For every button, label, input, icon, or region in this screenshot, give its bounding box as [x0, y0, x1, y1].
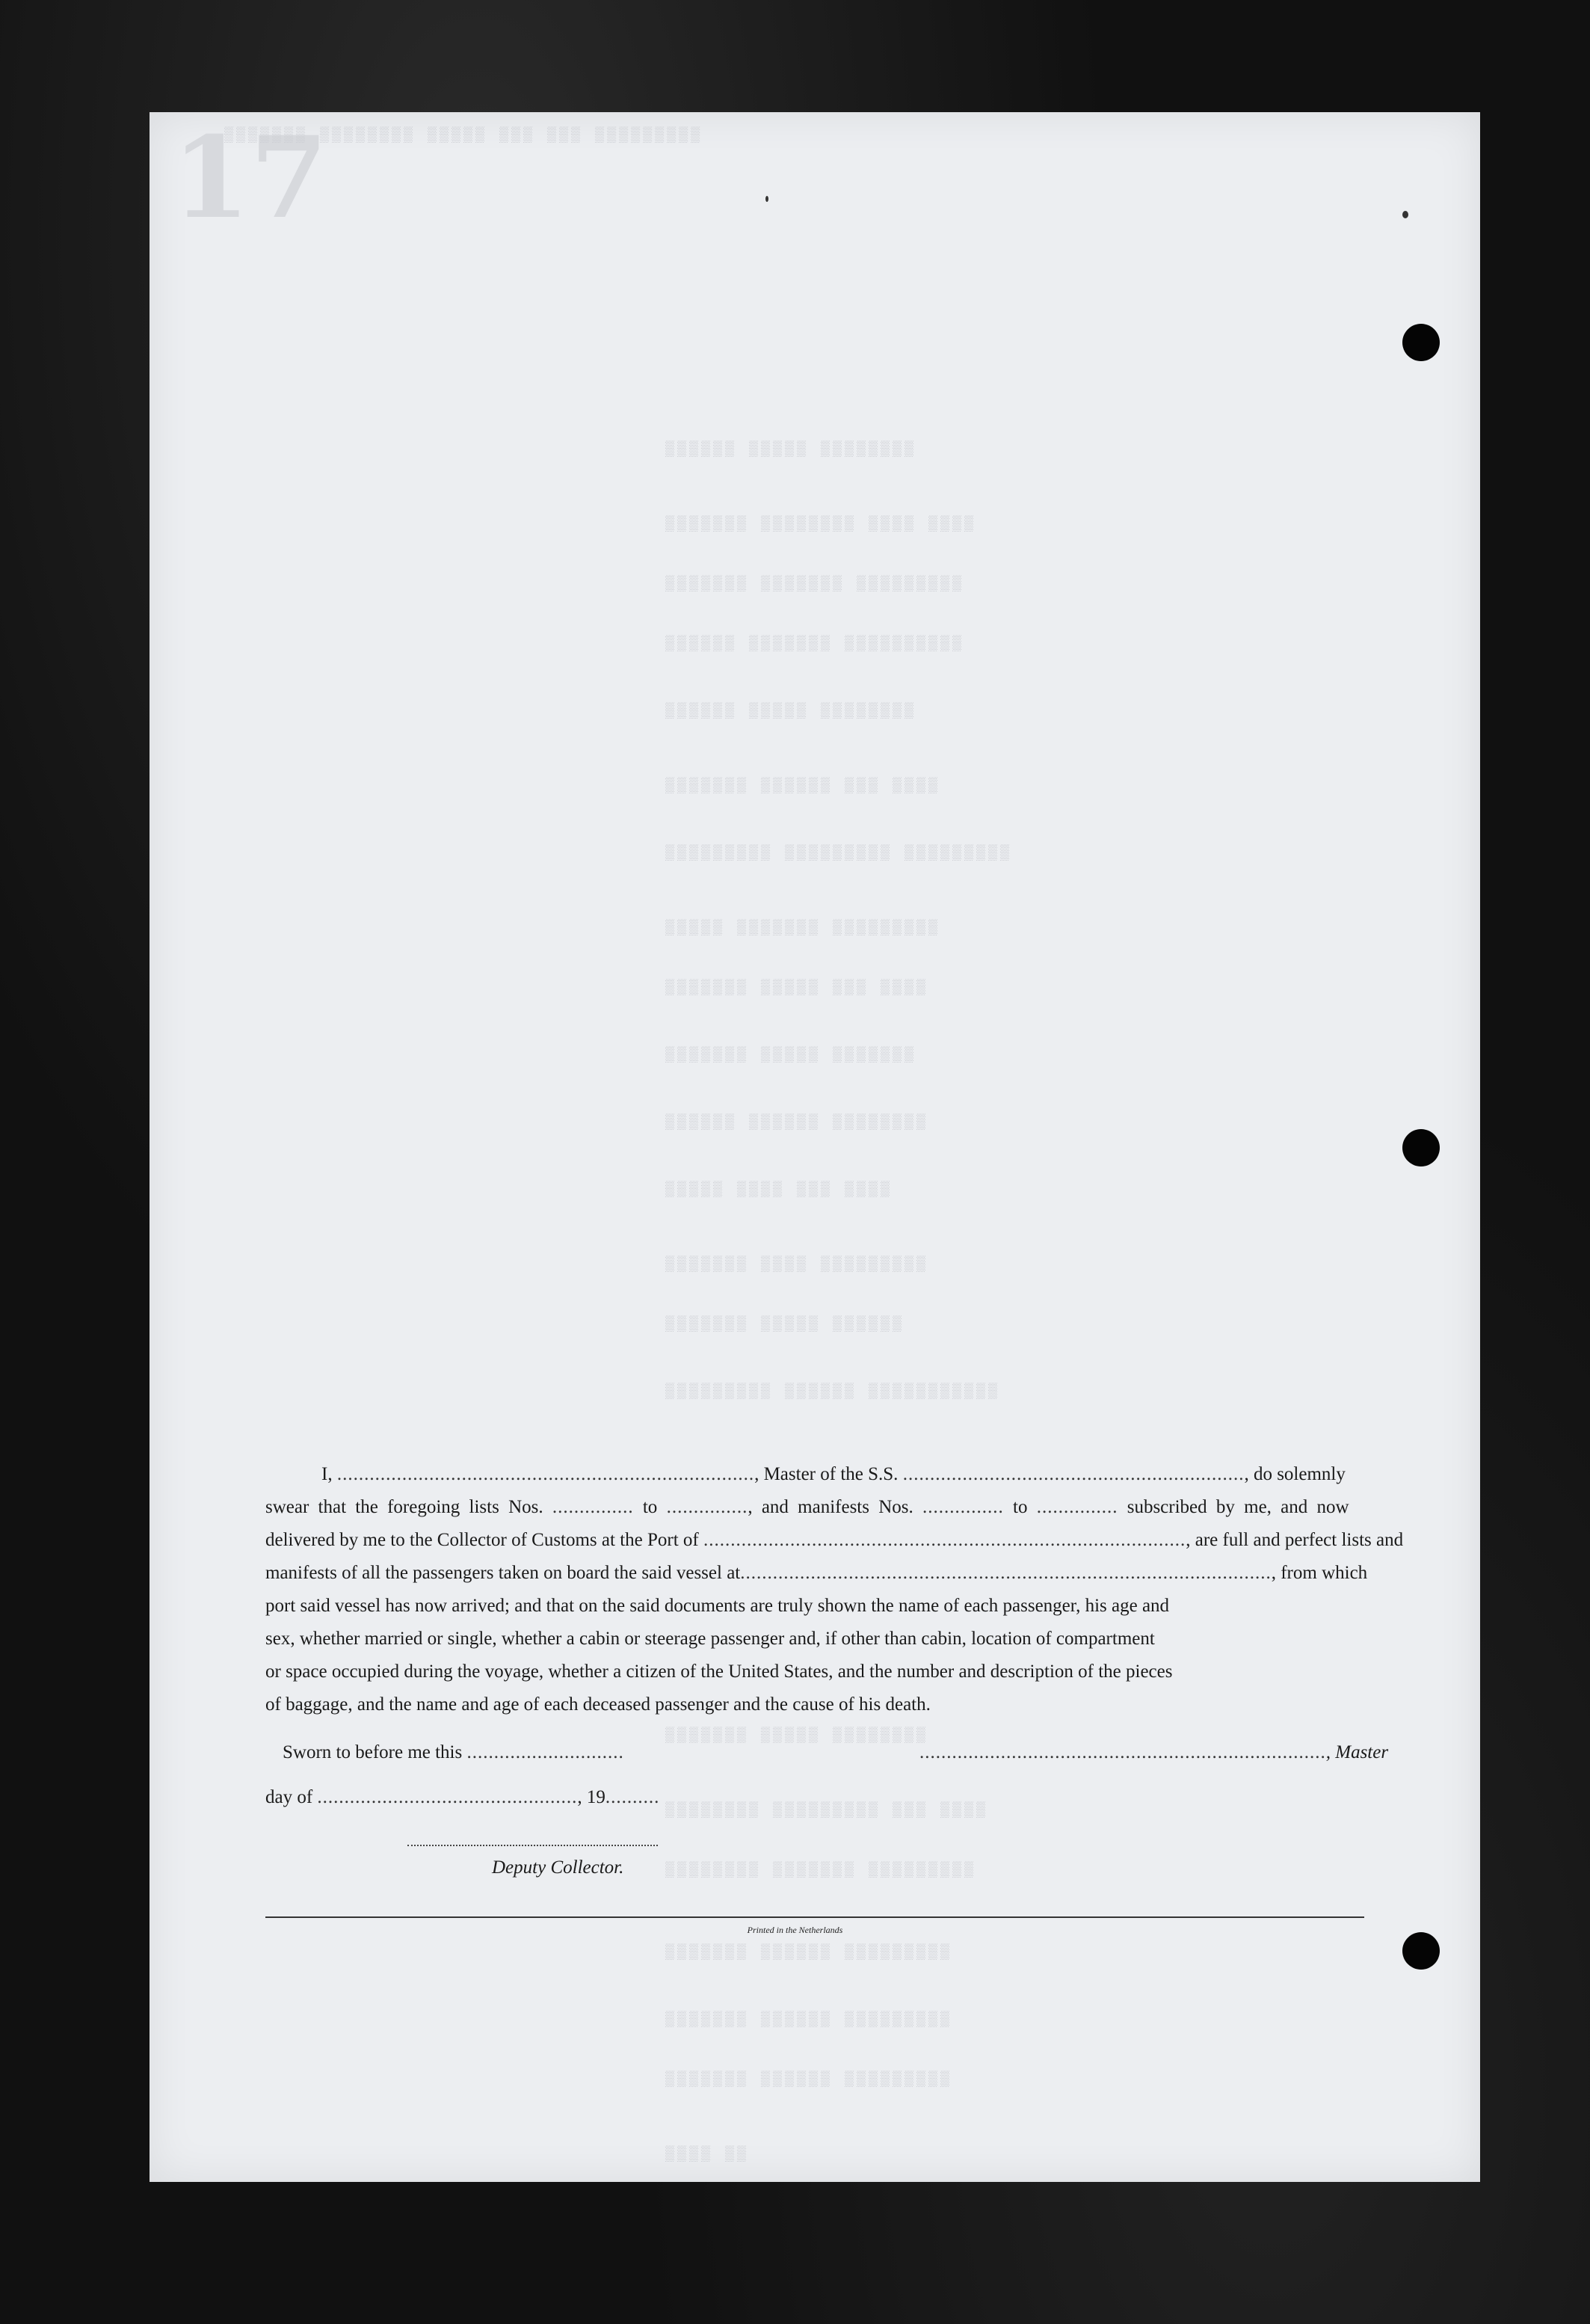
punch-hole: [1402, 324, 1440, 361]
master-signature-line: [919, 1742, 1388, 1763]
bleed-through-row: ▒▒▒▒▒▒ ▒▒▒▒▒ ▒▒▒▒▒▒▒▒: [665, 703, 917, 720]
blank-ship-name: ...............................................................: [902, 1464, 1245, 1484]
oath-text: manifests of all the passengers taken on board the said vessel at: [265, 1563, 741, 1583]
dust-speck: [1402, 211, 1408, 218]
printer-imprint: Printed in the Netherlands: [747, 1925, 843, 1935]
dust-speck: [765, 196, 768, 202]
bleed-through-header: ▒▒▒▒▒▒▒ ▒▒▒▒▒▒▒▒ ▒▒▒▒▒ ▒▒▒ ▒▒▒ ▒▒▒▒▒▒▒▒▒: [224, 127, 703, 144]
punch-hole: [1402, 1932, 1440, 1970]
sworn-text: Sworn to before me this: [283, 1742, 463, 1762]
sworn-line: [283, 1742, 624, 1763]
deputy-signature-line: [407, 1845, 658, 1846]
oath-text: , and manifests Nos.: [748, 1497, 913, 1517]
bleed-through-row: ▒▒▒▒▒ ▒▒▒▒ ▒▒▒ ▒▒▒▒: [665, 1181, 893, 1199]
blank-list-to: ...............: [666, 1497, 748, 1517]
bleed-through-row: ▒▒▒▒▒▒ ▒▒▒▒▒▒ ▒▒▒▒▒▒▒▒: [665, 1114, 929, 1131]
blank-year: ..........: [605, 1787, 660, 1807]
oath-line-5: port said vessel has now arrived; and that on the said documents are truly shown the name of each passenger, his age and: [265, 1596, 1170, 1616]
oath-text: swear that the foregoing lists Nos.: [265, 1497, 543, 1517]
blank-master-name: .............................................................................: [336, 1464, 755, 1484]
oath-text: , from which: [1271, 1563, 1368, 1583]
bleed-through-row: ▒▒▒▒▒▒▒▒ ▒▒▒▒▒▒▒ ▒▒▒▒▒▒▒▒▒: [665, 1862, 977, 1879]
bleed-through-row: ▒▒▒▒▒▒▒ ▒▒▒▒▒▒▒ ▒▒▒▒▒▒▒▒▒: [665, 576, 965, 593]
oath-text: , do solemnly: [1244, 1464, 1346, 1484]
oath-line-6: sex, whether married or single, whether a cabin or steerage passenger and, if other than cabin, location of compartment: [265, 1629, 1155, 1649]
oath-text: , Master of the S.S.: [754, 1464, 899, 1484]
bleed-through-row: ▒▒▒▒ ▒▒: [665, 2146, 750, 2163]
day-of-text: day of: [265, 1787, 313, 1807]
bleed-through-row: ▒▒▒▒▒▒▒ ▒▒▒▒▒ ▒▒▒▒▒▒▒: [665, 1047, 917, 1064]
oath-text: to: [1013, 1497, 1028, 1517]
bleed-through-numeral: 17: [172, 112, 328, 244]
bleed-through-row: ▒▒▒▒▒▒▒ ▒▒▒▒▒ ▒▒▒ ▒▒▒▒: [665, 980, 929, 997]
oath-line-7: or space occupied during the voyage, whether a citizen of the United States, and the number and description of the pieces: [265, 1661, 1173, 1682]
oath-text: I,: [321, 1464, 333, 1484]
oath-line-1: [265, 1458, 1364, 1491]
bleed-through-row: ▒▒▒▒▒▒▒▒ ▒▒▒▒▒▒▒▒▒ ▒▒▒ ▒▒▒▒: [665, 1802, 989, 1819]
oath-text: subscribed by me, and now: [1127, 1497, 1349, 1517]
oath-line-3: [265, 1524, 1404, 1557]
bleed-through-row: ▒▒▒▒▒▒▒▒▒ ▒▒▒▒▒▒▒▒▒ ▒▒▒▒▒▒▒▒▒: [665, 845, 1013, 862]
blank-manifest-to: ...............: [1036, 1497, 1118, 1517]
oath-text: , are full and perfect lists and: [1186, 1530, 1404, 1550]
oath-line-8: of baggage, and the name and age of each deceased passenger and the cause of his death.: [265, 1694, 931, 1715]
footer-rule: [265, 1916, 1364, 1918]
blank-master-signature: ...........................................................................: [919, 1742, 1326, 1762]
document-sheet: [150, 112, 1480, 2182]
bleed-through-row: ▒▒▒▒▒▒▒ ▒▒▒▒▒ ▒▒▒▒▒▒▒▒: [665, 1727, 929, 1744]
blank-sworn-day: .............................: [466, 1742, 624, 1762]
oath-line-4: [265, 1557, 1368, 1590]
blank-manifest-from: ...............: [922, 1497, 1004, 1517]
bleed-through-row: ▒▒▒▒▒▒ ▒▒▒▒▒ ▒▒▒▒▒▒▒▒: [665, 441, 917, 458]
oath-text: delivered by me to the Collector of Customs at the Port of: [265, 1530, 699, 1550]
punch-hole: [1402, 1129, 1440, 1166]
bleed-through-row: ▒▒▒▒▒▒▒ ▒▒▒▒▒ ▒▒▒▒▒▒: [665, 1316, 905, 1333]
bleed-through-row: ▒▒▒▒▒▒▒ ▒▒▒▒▒▒ ▒▒▒ ▒▒▒▒: [665, 778, 941, 795]
bleed-through-row: ▒▒▒▒▒▒▒ ▒▒▒▒ ▒▒▒▒▒▒▒▒▒: [665, 1256, 929, 1273]
blank-month: ................................................: [317, 1787, 578, 1807]
bleed-through-row: ▒▒▒▒▒▒▒▒▒ ▒▒▒▒▒▒ ▒▒▒▒▒▒▒▒▒▒▒: [665, 1383, 1001, 1401]
bleed-through-row: ▒▒▒▒▒▒▒ ▒▒▒▒▒▒ ▒▒▒▒▒▒▒▒▒: [665, 1944, 953, 1961]
blank-port: .........................................................................................: [703, 1530, 1186, 1550]
bleed-through-row: ▒▒▒▒▒▒▒ ▒▒▒▒▒▒▒▒ ▒▒▒▒ ▒▒▒▒: [665, 516, 977, 533]
bleed-through-row: ▒▒▒▒▒ ▒▒▒▒▒▒▒ ▒▒▒▒▒▒▒▒▒: [665, 920, 941, 937]
oath-text: to: [642, 1497, 658, 1517]
master-label: , Master: [1325, 1742, 1389, 1762]
blank-list-from: ...............: [552, 1497, 634, 1517]
bleed-through-row: ▒▒▒▒▒▒▒ ▒▒▒▒▒▒ ▒▒▒▒▒▒▒▒▒: [665, 2071, 953, 2088]
year-prefix: , 19: [577, 1787, 606, 1807]
blank-embark-port: ..................................................................................................: [740, 1563, 1272, 1583]
deputy-collector-label: Deputy Collector.: [492, 1857, 624, 1878]
bleed-through-row: ▒▒▒▒▒▒ ▒▒▒▒▒▒▒ ▒▒▒▒▒▒▒▒▒▒: [665, 636, 965, 653]
day-of-line: [265, 1787, 659, 1808]
bleed-through-row: ▒▒▒▒▒▒▒ ▒▒▒▒▒▒ ▒▒▒▒▒▒▒▒▒: [665, 2011, 953, 2029]
master-oath: [265, 1458, 1404, 1721]
oath-line-2: [265, 1491, 1364, 1524]
